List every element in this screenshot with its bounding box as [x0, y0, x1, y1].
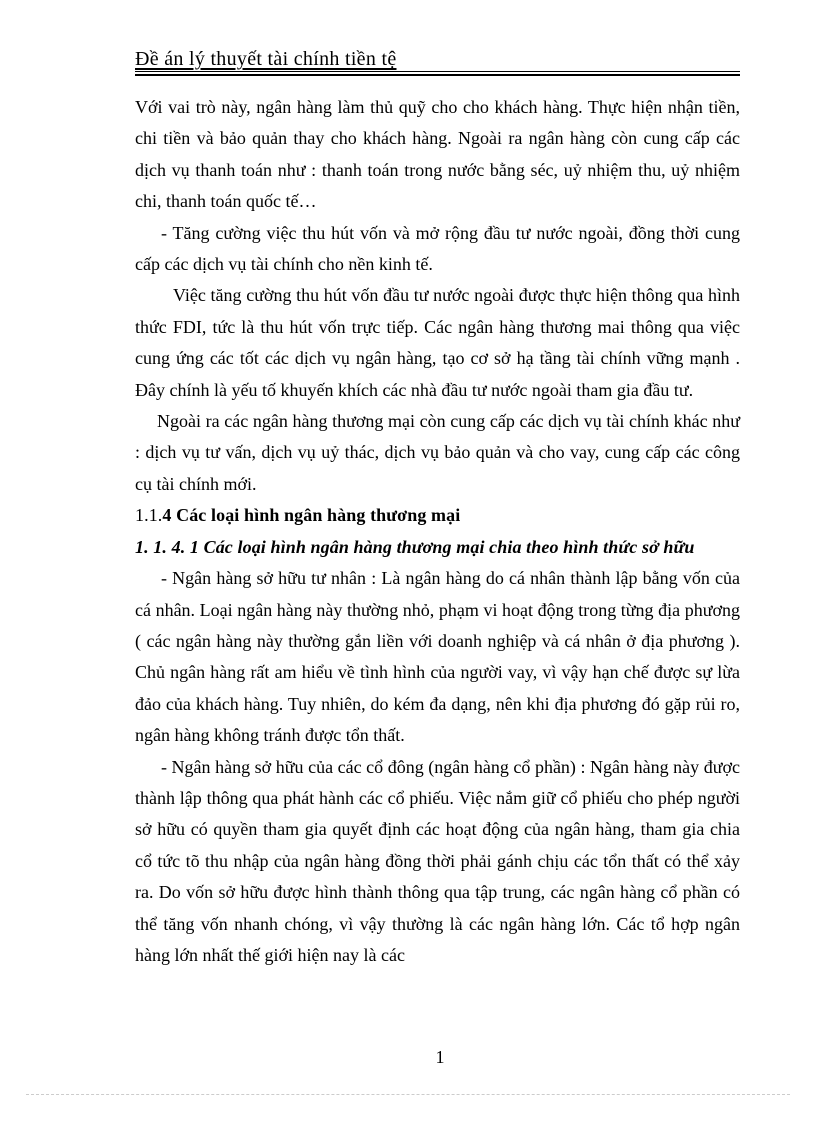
section-heading-number: 1.1. — [135, 505, 163, 526]
paragraph-other-services: Ngoài ra các ngân hàng thương mại còn cung cấp các dịch vụ tài chính khác như : dịch vụ tư vấn, dịch vụ uỷ thác, dịch vụ bảo quản và cho vay, cung cấp các công cụ tài chính mới. — [135, 411, 740, 494]
page-number: 1 — [435, 1047, 445, 1067]
page-body — [135, 92, 740, 971]
paragraph-role-cashier: Với vai trò này, ngân hàng làm thủ quỹ cho cho khách hàng. Thực hiện nhận tiền, chi tiền và bảo quản thay cho khách hàng. Ngoài ra ngân hàng còn cung cấp các dịch vụ thanh toán như : thanh toán trong nước bằng séc, uỷ nhiệm thu, uỷ nhiệm chi, thanh toán quốc tế… — [135, 97, 740, 212]
section-heading — [135, 500, 740, 531]
paragraph-fdi: Việc tăng cường thu hút vốn đầu tư nước ngoài được thực hiện thông qua hình thức FDI, tức là thu hút vốn trực tiếp. Các ngân hàng thương mai thông qua việc cung ứng các tốt các dịch vụ ngân hàng, tạo cơ sở hạ tầng tài chính vững mạnh . Đây chính là yếu tố khuyến khích các nhà đầu tư nước ngoài tham gia đầu tư. — [135, 285, 740, 400]
subsection-heading: 1. 1. 4. 1 Các loại hình ngân hàng thương mại chia theo hình thức sở hữu — [135, 536, 695, 557]
header-rule-top — [135, 71, 740, 72]
header-rule-bottom — [135, 74, 740, 76]
page-header — [135, 48, 740, 78]
header-title: Đề án lý thuyết tài chính tiền tệ — [135, 48, 397, 70]
paragraph-private-bank: - Ngân hàng sở hữu tư nhân : Là ngân hàng do cá nhân thành lập bằng vốn của cá nhân. Loại ngân hàng này thường nhỏ, phạm vi hoạt động trong từng địa phương ( các ngân hàng này thường gắn liền với doanh nghiệp và cá nhân ở địa phương ). Chủ ngân hàng rất am hiểu về tình hình của người vay, vì vậy hạn chế được sự lừa đảo của khách hàng. Tuy nhiên, do kém đa dạng, nên khi địa phương đó gặp rủi ro, ngân hàng không tránh được tổn thất. — [135, 568, 740, 746]
section-heading-text: 4 Các loại hình ngân hàng thương mại — [162, 505, 461, 526]
page-bottom-divider — [26, 1094, 790, 1095]
paragraph-attract-investment: - Tăng cường việc thu hút vốn và mở rộng đầu tư nước ngoài, đồng thời cung cấp các dịch vụ tài chính cho nền kinh tế. — [135, 222, 740, 275]
paragraph-joint-stock-bank: - Ngân hàng sở hữu của các cổ đông (ngân hàng cổ phần) : Ngân hàng này được thành lập thông qua phát hành các cổ phiếu. Việc nắm giữ cổ phiếu cho phép người sở hữu có quyền tham gia quyết định các hoạt động của ngân hàng, tham gia chia cổ tức tõ thu nhập của ngân hàng đồng thời phải gánh chịu các tổn thất có thể xảy ra. Do vốn sở hữu được hình thành thông qua tập trung, các ngân hàng cổ phần có thể tăng vốn nhanh chóng, vì vậy thường là các ngân hàng lớn. Các tổ hợp ngân hàng lớn nhất thế giới hiện nay là các — [135, 756, 740, 965]
